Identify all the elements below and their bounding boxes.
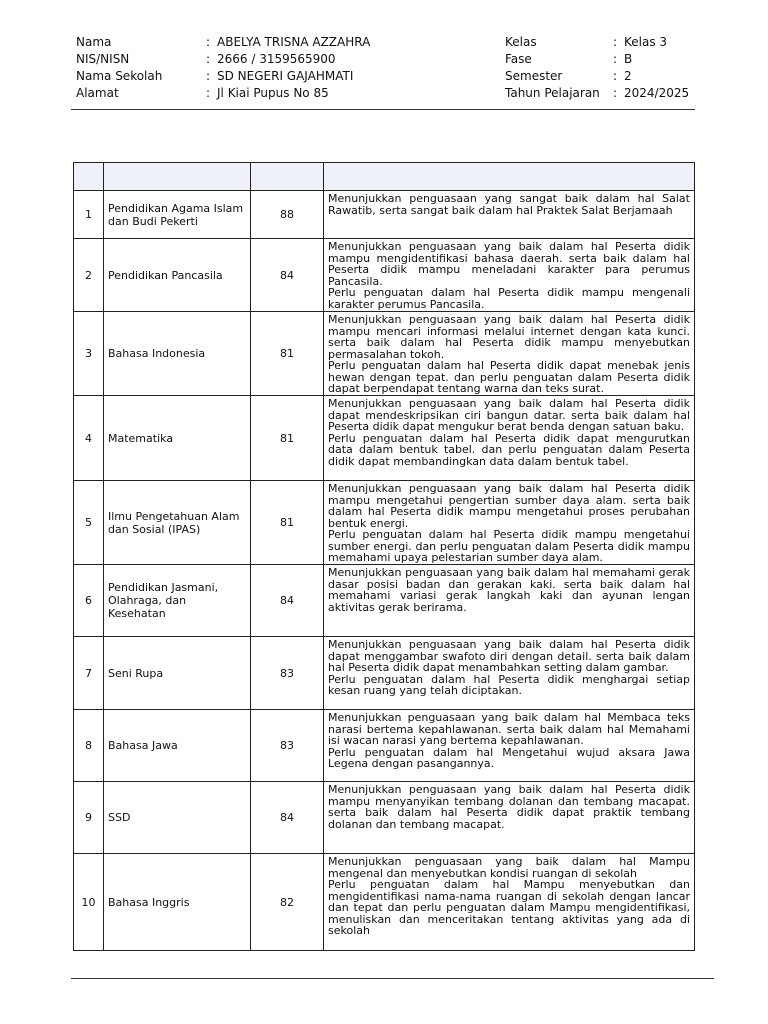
table-row <box>74 854 695 951</box>
description-cell <box>324 312 695 396</box>
description-paragraph: Perlu penguatan dalam hal Peserta didik dapat mengurutkan data dalam bentuk tabel. dan perlu penguatan dalam Peserta didik dapat membandingkan data dalam bentuk tabel. <box>328 431 690 468</box>
score-value: 84 <box>251 565 324 637</box>
subject-cell <box>104 782 251 854</box>
table-row <box>74 191 695 239</box>
score-value: 82 <box>251 854 324 951</box>
table-row <box>74 565 695 637</box>
address-label: Alamat <box>76 86 119 100</box>
description-cell <box>324 239 695 312</box>
description-paragraph: Menunjukkan penguasaan yang baik dalam hal Peserta didik dapat menggambar swafoto diri dengan detail. serta baik dalam hal Peserta didik dapat menambahkan setting dalam gambar. <box>328 638 690 674</box>
phase-label: Fase <box>505 52 532 66</box>
subject-name: Bahasa Jawa <box>108 739 178 752</box>
address-row <box>76 85 370 102</box>
description-paragraph: Perlu penguatan dalam hal Peserta didik dapat menebak jenis hewan dengan tepat. dan perlu penguatan dalam Peserta didik dapat berpendapat tentang warna dan teks surat. <box>328 359 690 395</box>
subject-cell <box>104 854 251 951</box>
description-paragraph: Menunjukkan penguasaan yang baik dalam hal Membaca teks narasi bertema kepahlawanan. serta baik dalam hal Memahami isi wacan narasi yang bertema kepahlawanan. <box>328 711 690 747</box>
description-cell <box>324 396 695 481</box>
score-value: 81 <box>251 481 324 565</box>
description-cell <box>324 637 695 710</box>
header-cell-score <box>251 163 324 191</box>
school-address: Jl Kiai Pupus No 85 <box>217 86 329 100</box>
header-cell-subject <box>104 163 251 191</box>
year-row <box>505 85 689 102</box>
separator: : <box>613 52 618 66</box>
description-paragraph: Menunjukkan penguasaan yang baik dalam hal Peserta didik mampu mencari informasi melalui internet dengan kata kunci. serta baik dalam hal Peserta didik mampu menyebutkan permasalahan tokoh. <box>328 313 690 361</box>
subject-cell <box>104 565 251 637</box>
class-row <box>505 34 689 51</box>
subject-name: Pendidikan Agama Islam dan Budi Pekerti <box>108 201 244 228</box>
table-header-row <box>74 163 695 191</box>
header-cell-description <box>324 163 695 191</box>
description-paragraph: Perlu penguatan dalam hal Mengetahui wujud aksara Jawa Legena dengan pasangannya. <box>328 745 690 770</box>
separator: : <box>206 35 211 49</box>
score-value: 84 <box>251 782 324 854</box>
school-name: SD NEGERI GAJAHMATI <box>217 69 354 83</box>
subject-cell <box>104 481 251 565</box>
name-row <box>76 34 370 51</box>
grades-body <box>74 191 695 951</box>
description-paragraph: Menunjukkan penguasaan yang baik dalam hal Peserta didik mampu mengetahui pengertian sumber daya alam. serta baik dalam hal Peserta didik mampu mengetahui proses perubahan bentuk energi. <box>328 482 690 530</box>
student-name: ABELYA TRISNA AZZAHRA <box>217 35 371 49</box>
class-value: Kelas 3 <box>624 35 668 49</box>
subject-cell <box>104 239 251 312</box>
row-number: 10 <box>74 854 104 951</box>
subject-name: Matematika <box>108 431 174 445</box>
separator: : <box>613 86 618 100</box>
description-paragraph: Perlu penguatan dalam hal Mampu menyebutkan dan mengidentifikasi nama-nama ruangan di sekolah dengan lancar dan tepat dan perlu penguatan dalam Mampu mengidentifikasi, menuliskan dan menceritakan tentang aktivitas yang ada di sekolah <box>328 878 690 937</box>
score-value: 88 <box>251 191 324 239</box>
school-label: Nama Sekolah <box>76 69 163 83</box>
description-cell <box>324 854 695 951</box>
table-row <box>74 637 695 710</box>
description-paragraph: Perlu penguatan dalam hal Peserta didik mampu mengetahui sumber energi. dan perlu penguatan dalam Peserta didik mampu memahami upaya pelestarian sumber daya alam. <box>328 528 690 564</box>
grades-table <box>73 162 695 951</box>
description-paragraph: Perlu penguatan dalam hal Peserta didik menghargai setiap kesan ruang yang telah diciptakan. <box>328 672 690 697</box>
description-paragraph: Menunjukkan penguasaan yang baik dalam hal Peserta didik dapat mendeskripsikan ciri bangun datar. serta baik dalam hal Peserta didik dapat mengukur berat benda dengan satuan baku. <box>328 397 690 433</box>
separator: : <box>206 86 211 100</box>
table-row <box>74 239 695 312</box>
subject-cell <box>104 396 251 481</box>
row-number: 8 <box>74 710 104 782</box>
row-number: 6 <box>74 565 104 637</box>
row-number: 4 <box>74 396 104 481</box>
year-value: 2024/2025 <box>624 86 690 100</box>
phase-value: B <box>624 52 633 66</box>
semester-row <box>505 68 689 85</box>
header-cell-no <box>74 163 104 191</box>
score-value: 81 <box>251 396 324 481</box>
semester-label: Semester <box>505 69 563 83</box>
subject-cell <box>104 191 251 239</box>
table-row <box>74 396 695 481</box>
subject-name: Ilmu Pengetahuan Alam dan Sosial (IPAS) <box>108 509 240 536</box>
subject-cell <box>104 637 251 710</box>
subject-name: Bahasa Inggris <box>108 895 190 909</box>
description-cell <box>324 565 695 637</box>
score-value: 83 <box>251 637 324 710</box>
separator: : <box>206 69 211 83</box>
subject-name: Pendidikan Pancasila <box>108 268 223 282</box>
table-row <box>74 481 695 565</box>
student-nis: 2666 / 3159565900 <box>217 52 336 66</box>
footer-divider <box>71 978 714 979</box>
description-paragraph: Menunjukkan penguasaan yang baik dalam hal Mampu mengenal dan menyebutkan kondisi ruangan di sekolah <box>328 855 690 880</box>
student-identity-left <box>76 34 370 102</box>
phase-row <box>505 51 689 68</box>
subject-name: Pendidikan Jasmani, Olahraga, dan Kesehatan <box>108 581 219 620</box>
description-cell <box>324 782 695 854</box>
school-row <box>76 68 370 85</box>
table-row <box>74 312 695 396</box>
row-number: 7 <box>74 637 104 710</box>
score-value: 83 <box>251 710 324 782</box>
row-number: 3 <box>74 312 104 396</box>
year-label: Tahun Pelajaran <box>505 86 600 100</box>
description-cell <box>324 191 695 239</box>
score-value: 81 <box>251 312 324 396</box>
description-paragraph: Menunjukkan penguasaan yang sangat baik dalam hal Salat Rawatib, serta sangat baik dalam hal Praktek Salat Berjamaah <box>328 192 690 217</box>
student-identity-right <box>505 34 689 102</box>
description-cell <box>324 710 695 782</box>
subject-cell <box>104 710 251 782</box>
semester-value: 2 <box>624 69 632 83</box>
table-row <box>74 710 695 782</box>
description-paragraph: Perlu penguatan dalam hal Peserta didik mampu mengenali karakter perumus Pancasila. <box>328 286 690 311</box>
description-paragraph: Menunjukkan penguasaan yang baik dalam hal Peserta didik mampu mengidentifikasi bahasa daerah. serta baik dalam hal Peserta didik mampu meneladani karakter para perumus Pancasila. <box>328 240 690 288</box>
class-label: Kelas <box>505 35 537 49</box>
separator: : <box>613 69 618 83</box>
nis-label: NIS/NISN <box>76 52 130 66</box>
row-number: 1 <box>74 191 104 239</box>
name-label: Nama <box>76 35 112 49</box>
row-number: 2 <box>74 239 104 312</box>
description-cell <box>324 481 695 565</box>
row-number: 5 <box>74 481 104 565</box>
score-value: 84 <box>251 239 324 312</box>
subject-name: Bahasa Indonesia <box>108 347 206 360</box>
row-number: 9 <box>74 782 104 854</box>
description-paragraph: Menunjukkan penguasaan yang baik dalam hal memahami gerak dasar posisi badan dan gerakan kaki. serta baik dalam hal memahami variasi gerak langkah kaki dan ayunan lengan aktivitas gerak berirama. <box>328 566 690 614</box>
subject-cell <box>104 312 251 396</box>
header-divider <box>71 109 695 110</box>
table-row <box>74 782 695 854</box>
separator: : <box>206 52 211 66</box>
subject-name: SSD <box>108 811 131 824</box>
nis-row <box>76 51 370 68</box>
description-paragraph: Menunjukkan penguasaan yang baik dalam hal Peserta didik mampu menyanyikan tembang dolanan dan tembang macapat. serta baik dalam hal Peserta didik dapat praktik tembang dolanan dan tembang macapat. <box>328 783 690 831</box>
separator: : <box>613 35 618 49</box>
subject-name: Seni Rupa <box>108 666 164 680</box>
